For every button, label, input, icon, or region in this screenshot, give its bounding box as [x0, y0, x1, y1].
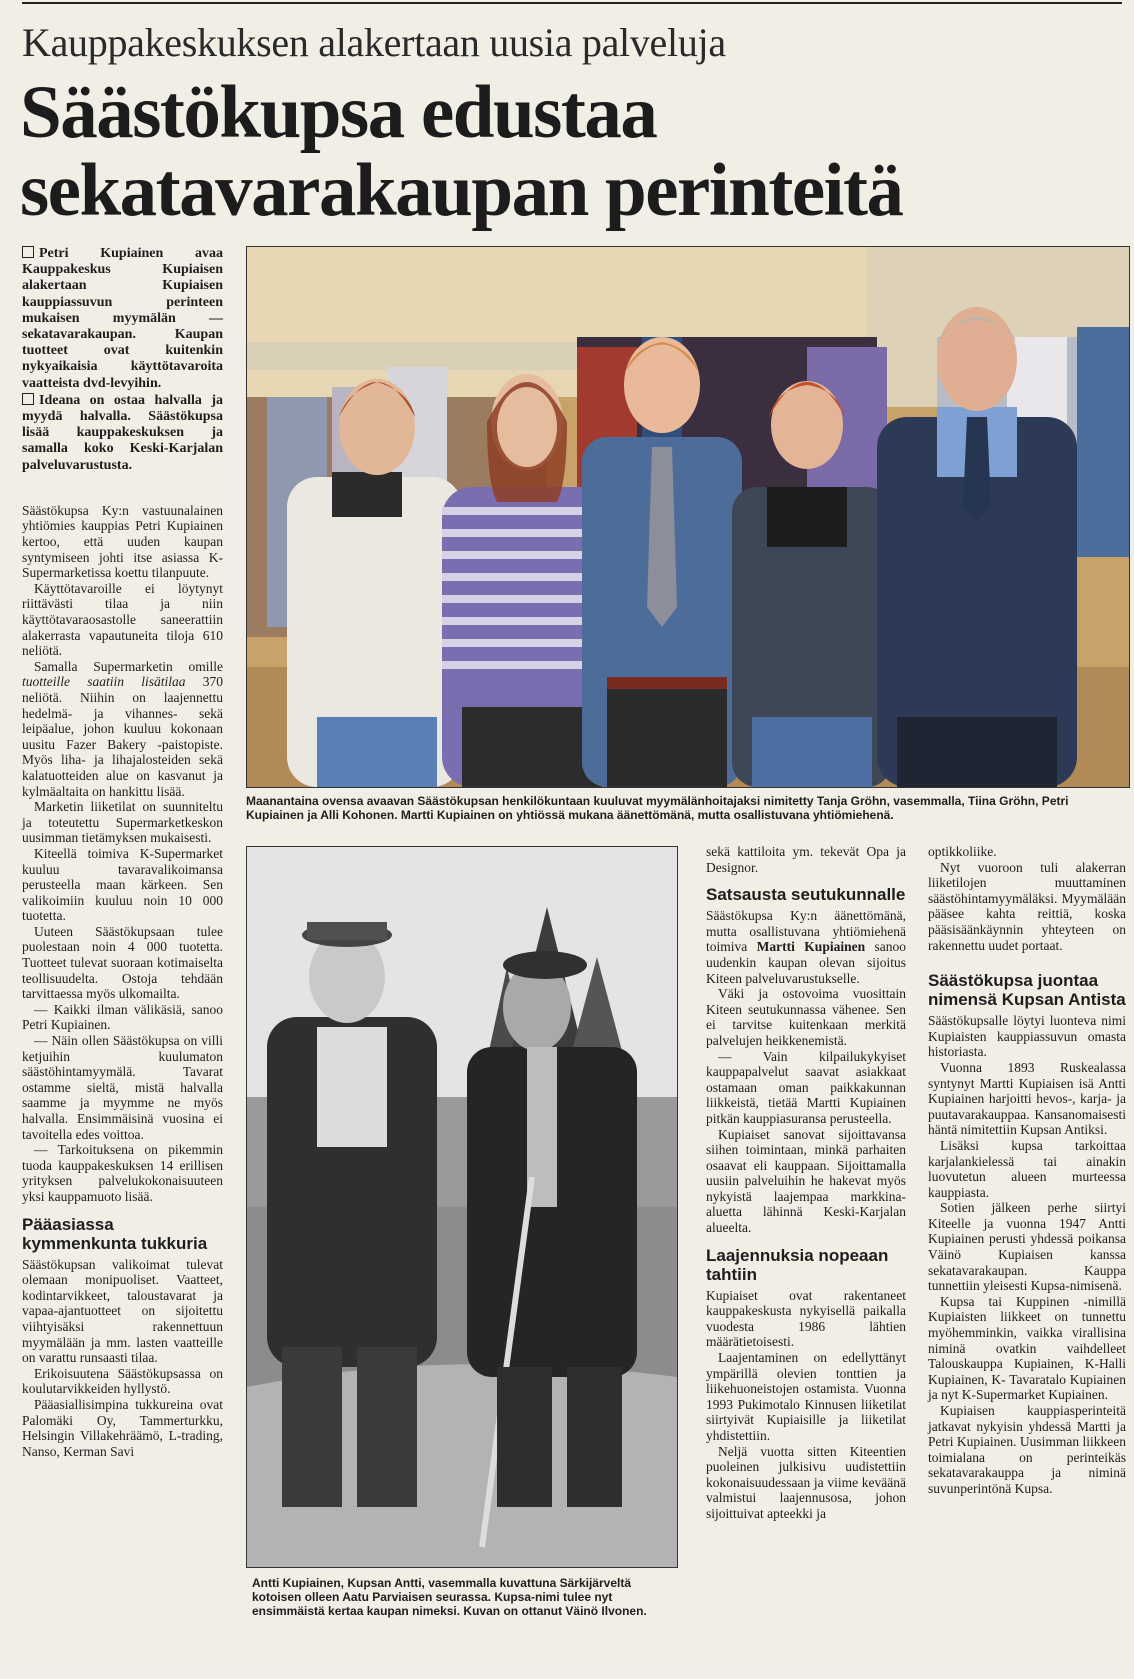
body-paragraph: Erikoisuutena Säästökupsassa on koulutarvikkeiden hyllystö. — [22, 1365, 223, 1397]
body-paragraph: — Näin ollen Säästökupsa on villi ketjuihin kuulumaton säästöhintamyymälä. Tavarat ostamme sieltä, mistä halvalla saamme ja myymme ne myös halvalla. Ensimmäisinä vuosina ei tavoitella edes voittoa. — [22, 1033, 223, 1142]
historical-photo — [246, 846, 678, 1568]
body-paragraph: — Kaikki ilman välikäsiä, sanoo Petri Kupiainen. — [22, 1001, 223, 1033]
bullet-box-icon — [22, 393, 34, 405]
body-paragraph: Kupiaisen kauppiasperinteitä jatkavat nykyisin yhdessä Martti ja Petri Kupiainen. Uusimman liikkeen toimialana on perinteikäs sekatavarakauppa ja niminä suvunperintönä Kupsa. — [928, 1403, 1126, 1496]
bullet-box-icon — [22, 246, 34, 258]
kicker-headline: Kauppakeskuksen alakertaan uusia palveluja — [22, 20, 726, 65]
body-paragraph: Laajentaminen on edellyttänyt ympärillä olevien tonttien ja liikehuoneistojen ostamista. Vuonna 1993 Pukimotalo Kinnusen liiketilat siirtyivät Kupiaisille ja liiketilat yhdistettiin. — [706, 1350, 906, 1443]
body-paragraph: Marketin liiketilat on suunniteltu ja toteutettu Supermarketkeskon uusimman tietämyksen mukaisesti. — [22, 799, 223, 846]
subheading: Pääasiassa kymmenkunta tukkuria — [22, 1214, 208, 1253]
historical-photo-caption: Antti Kupiainen, Kupsan Antti, vasemmalla kuvattuna Särkijärveltä kotoisen olleen Aatu Parviaisen seurassa. Kupsa-nimi tulee nyt ensimmäistä kertaa kaupan nimeksi. Kuvan on ottanut Väinö Ilvonen. — [252, 1576, 647, 1618]
historical-photo-image — [247, 847, 677, 1567]
lead-paragraphs — [22, 246, 223, 474]
column-1 — [22, 246, 223, 1459]
headline-line-1: Säästökupsa edustaa — [20, 71, 657, 154]
body-paragraph: Säästökupsan valikoimat tulevat olemaan monipuoliset. Vaatteet, kodintarvikkeet, taloustavarat ja vapaa-ajantuotteet on sijoitettu viihtyisäksi rakennettuun myymälään ja mm. lasten vaatteille on varattu runsaasti tilaa. — [22, 1256, 223, 1366]
column-4 — [928, 844, 1126, 1497]
column-3 — [706, 844, 906, 1522]
body-paragraph: Kiteellä toimiva K-Supermarket kuuluu tavaravalikoimansa perusteella maan kärkeen. Sen valikoimiin kuuluu noin 10 000 tuotetta. — [22, 845, 223, 924]
headline-line-2: sekatavarakaupan perinteitä — [20, 149, 903, 232]
body-paragraph: Käyttötavaroille ei löytynyt riittävästi tilaa ja niin käyttötavaraosastolle saneerattiin alakerrasta vapautuneita tiloja 610 neliötä. — [22, 580, 223, 659]
body-paragraph: Säästökupsalle löytyi luonteva nimi Kupiaisten kauppiassuvun omasta historiasta. — [928, 1013, 1126, 1060]
lead-p2: Ideana on ostaa halvalla ja myydä halvalla. Säästökupsa lisää kauppakeskuksen ja samalla koko Keski-Karjalan palveluvarustusta. — [22, 392, 223, 473]
staff-photo-caption: Maanantaina ovensa avaavan Säästökupsan henkilökuntaan kuuluvat myymälänhoitajaksi nimitetty Tanja Gröhn, vasemmalla, Tiina Gröhn, Petri Kupiainen ja Alli Kohonen. Martti Kupiainen on yhtiössä mukana äänettömänä, mutta osallistuvana yhtiömiehenä. — [246, 794, 1069, 822]
body-paragraph: Vuonna 1893 Ruskealassa syntynyt Martti Kupiaisen isä Antti Kupiainen harjoitti hevos-, karja- ja puutavarakauppaa. Kansanomaisesti häntä nimitettiin Kupsan Antiksi. — [928, 1059, 1126, 1138]
body-paragraph: Pääasiallisimpina tukkureina ovat Palomäki Oy, Tammerturkku, Helsingin Villakehräämö, L-trading, Nanso, Kerman Savi — [22, 1396, 223, 1459]
staff-photo — [246, 246, 1130, 788]
main-headline — [20, 71, 903, 232]
body-paragraph: sekä kattiloita ym. tekevät Opa ja Designor. — [706, 844, 906, 875]
body-paragraph: Kupsa tai Kuppinen -nimillä Kupiaisten liikkeet on tunnettu myöhemminkin, vaikka virallisina niminä ovatkin vaihdelleet Talouskauppa Kupiainen, K-Halli Kupiainen, K- Tavaratalo Kupiainen ja nyt K-Supermarket Kupiainen. — [928, 1293, 1126, 1403]
body-paragraph: Sotien jälkeen perhe siirtyi Kiteelle ja vuonna 1947 Antti Kupiainen perusti yhdessä poikansa Väinö Kupiaisen kanssa sekatavarakaupan. Kauppa tunnettiin yleisesti Kupsa-nimisenä. — [928, 1200, 1126, 1294]
bleed-through-right — [880, 170, 1120, 220]
body-paragraph: Kupiaiset ovat rakentaneet kauppakeskusta nykyisellä paikalla vuodesta 1986 lähtien määrätietoisesti. — [706, 1287, 906, 1350]
body-paragraph: — Tarkoituksena on pikemmin tuoda kauppakeskuksen 14 erillisen yrityksen palvelukokonaisuuteen yksi kauppamuoto lisää. — [22, 1142, 223, 1204]
lead-p1: Petri Kupiainen avaa Kauppakeskus Kupiaisen alakertaan Kupiaisen kauppiassuvun perinteen mukaisen myymälän — sekatavarakaupan. Kaupan tuotteet ovat kuitenkin nykyaikaisia käyttötavaroita vaatteista dvd-levyihin. — [22, 246, 223, 391]
body-paragraph: Samalla Supermarketin omille tuotteille saatiin lisätilaa 370 neliötä. Niihin on laajennettu hedelmä- ja vihannes- sekä leipäalue, johon kuuluu kokonaan uusitu Fazer Bakery -paistopiste. Myös liha- ja lihajalosteiden sekä kalatuotteiden alue on kasvanut ja kylmäaltaita on hankittu lisää. — [22, 658, 223, 799]
subheading: Laajennuksia nopeaan tahtiin — [706, 1245, 889, 1284]
body-paragraph: Uuteen Säästökupsaan tulee puolestaan noin 4 000 tuotetta. Tuotteet tulevat suoraan kotimaiselta teollisuudelta. Ostoja tehdään tarvittaessa myös ulkomailta. — [22, 923, 223, 1002]
body-paragraph: optikkoliike. — [928, 844, 997, 859]
body-paragraph: Nyt vuoroon tuli alakerran liiketilojen muuttaminen säästöhintamyymäläksi. Myymälään pääsee kahta reittiä, koska pääsisäänkäynnin yhteyteen on rakennettu uudet portaat. — [928, 859, 1126, 953]
body-paragraph: Säästökupsa Ky:n vastuunalainen yhtiömies kauppias Petri Kupiainen kertoo, että uuden kaupan syntymiseen johti itse asiassa K-Supermarketissa koettu tilanpuute. — [22, 502, 223, 581]
body-paragraph: Säästökupsa Ky:n äänettömänä, mutta osallistuvana yhtiömiehenä toimiva Martti Kupiainen sanoo uudenkin kaupan olevan sijoitus Kiteen palveluvarustukselle. — [706, 908, 907, 986]
body-paragraph: — Vain kilpailukykyiset kauppapalvelut saavat asiakkaat ostamaan oman paikkakunnan liikkeistä, tietää Martti Kupiainen pitkän kauppiasuransa perusteella. — [706, 1048, 906, 1126]
subheading: Satsausta seutukunnalle — [706, 885, 906, 905]
body-paragraph: Neljä vuotta sitten Kiteentien puoleinen julkisivu uudistettiin kokonaisuudessaan ja viime keväänä valmistui laajennusosa, johon sijoittuivat apteekki ja — [706, 1443, 906, 1521]
body-paragraph: Lisäksi kupsa tarkoittaa karjalankielessä tai ainakin luovutetun alueen murteessa kauppiasta. — [928, 1137, 1126, 1200]
body-paragraph: Kupiaiset sanovat sijoittavansa siihen toimintaan, minkä parhaiten osaavat eli kauppaan. Sijoittamalla uusiin palveluihin he hakevat myös nykyistä laajempaa markkina- aluetta lähinnä Keski-Karjalan alueelta. — [706, 1126, 906, 1236]
staff-photo-image — [247, 247, 1129, 787]
body-paragraph: Väki ja ostovoima vuosittain Kiteen seutukunnassa vähenee. Sen ei tarvitse kuitenkaan merkitä palvelujen heikkenemistä. — [706, 986, 906, 1048]
subheading: Säästökupsa juontaa nimensä Kupsan Antista — [928, 971, 1126, 1010]
